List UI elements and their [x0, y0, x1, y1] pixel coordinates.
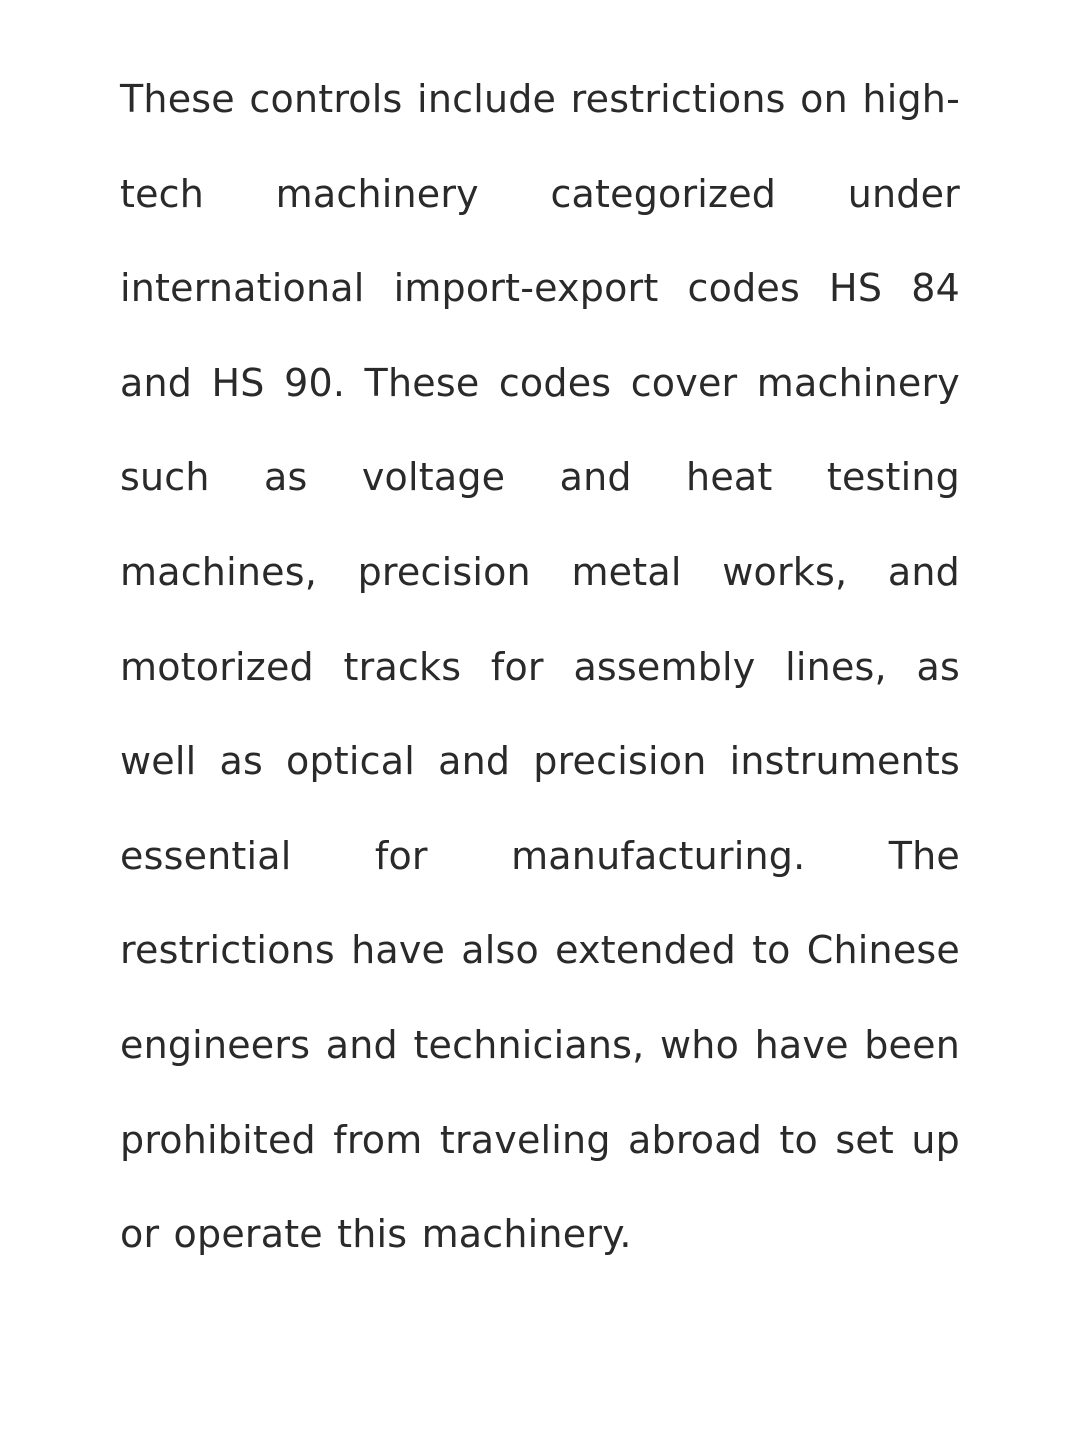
article-body	[120, 52, 960, 1282]
article-paragraph: These controls include restrictions on high-tech machinery categorized under international import-export codes HS 84 and HS 90. These codes cover machinery such as voltage and heat testing machines, precision metal works, and motorized tracks for assembly lines, as well as optical and precision instruments essential for manufacturing. The restrictions have also extended to Chinese engineers and technicians, who have been prohibited from traveling abroad to set up or operate this machinery.	[120, 77, 960, 1257]
